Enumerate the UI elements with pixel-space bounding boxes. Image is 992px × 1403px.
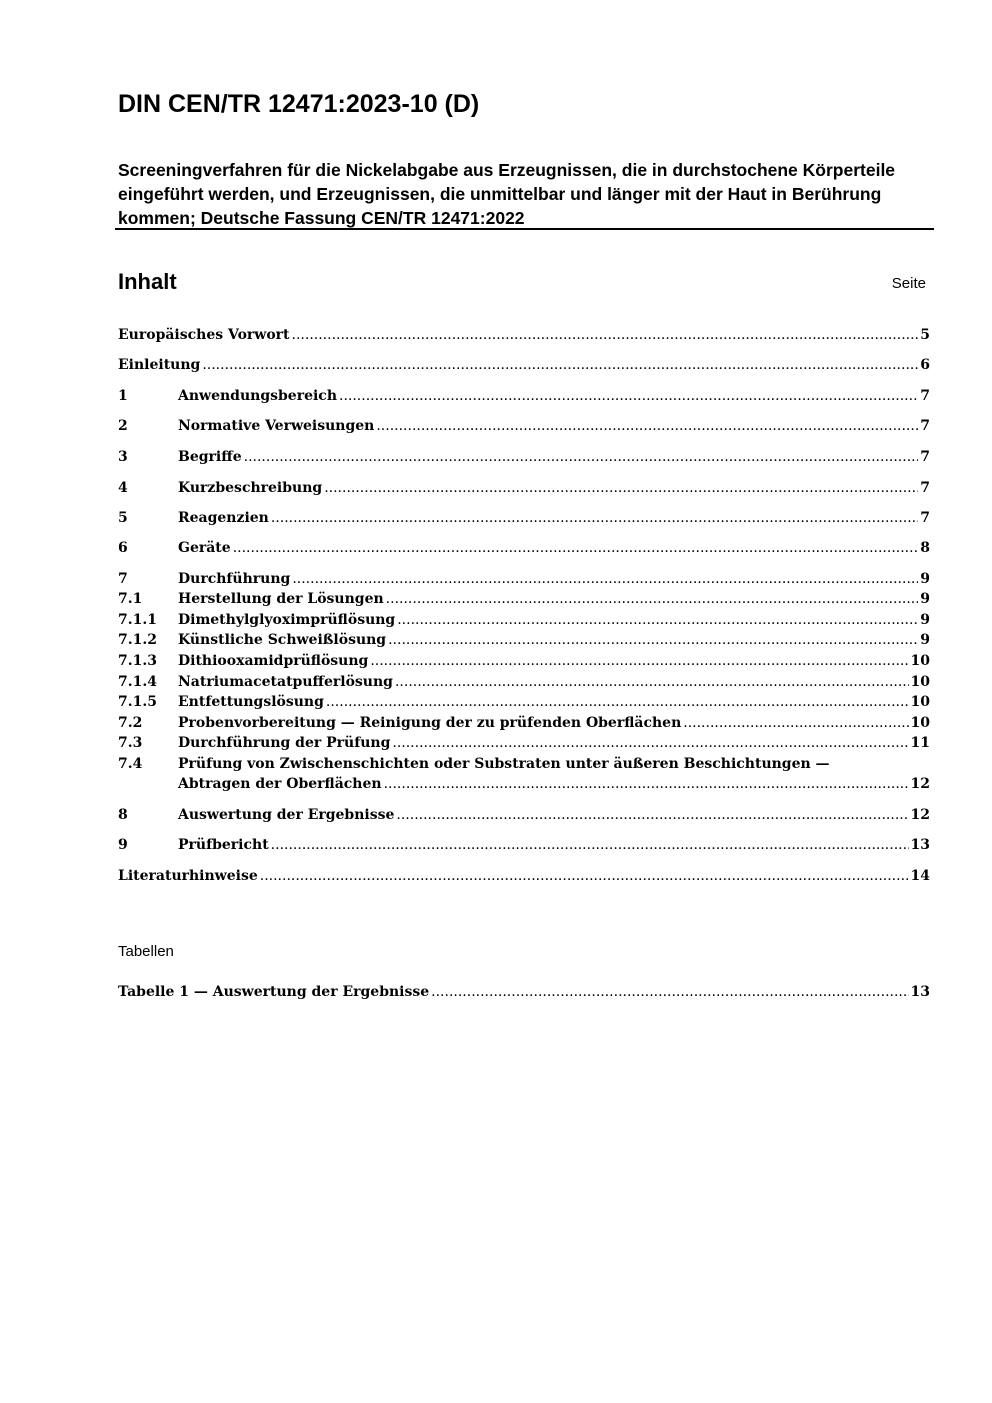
- toc-entry-introduction[interactable]: [118, 355, 930, 375]
- toc-entry-number: 7.3: [118, 735, 143, 751]
- toc-leader-dots: [233, 538, 919, 558]
- toc-leader-dots: [271, 508, 918, 528]
- toc-leader-dots: [202, 355, 918, 375]
- toc-entry-page: 9: [920, 591, 930, 607]
- toc-entry-7[interactable]: [118, 569, 930, 589]
- toc-entry-label: Normative Verweisungen: [178, 418, 375, 434]
- toc-entry-label: Reagenzien: [178, 510, 269, 526]
- toc-entry-page: 11: [910, 735, 930, 751]
- toc-entry-label: Tabelle 1 — Auswertung der Ergebnisse: [118, 984, 430, 1000]
- toc-entry-number: 7.1.5: [118, 694, 157, 710]
- toc-heading: Inhalt: [118, 269, 177, 294]
- toc-entry-page: 8: [920, 540, 930, 556]
- toc-entry-number: 7.1.4: [118, 674, 157, 690]
- toc-entry-number: 7.4: [118, 756, 143, 772]
- toc-entry-label: Herstellung der Lösungen: [178, 591, 384, 607]
- toc-entry-page: 10: [910, 653, 930, 669]
- toc-entry-label: Entfettungslösung: [178, 694, 324, 710]
- toc-leader-dots: [683, 713, 908, 733]
- toc-leader-dots: [271, 835, 909, 855]
- toc-leader-dots: [384, 774, 909, 794]
- toc-entry-7-1-5[interactable]: [118, 692, 930, 712]
- toc-entry-number: 7.1.3: [118, 653, 157, 669]
- toc-entry-label-line1: Prüfung von Zwischenschichten oder Substraten unter äußeren Beschichtungen —: [178, 756, 830, 772]
- toc-entry-7-1-2[interactable]: [118, 630, 930, 650]
- toc-entry-page: 7: [920, 418, 930, 434]
- toc-entry-label: Einleitung: [118, 357, 201, 373]
- toc-entry-number: 7: [118, 571, 128, 587]
- toc-entry-number: 4: [118, 480, 128, 496]
- toc-entry-label: Durchführung der Prüfung: [178, 735, 391, 751]
- toc-entry-3[interactable]: [118, 447, 930, 467]
- toc-entry-number: 7.1.2: [118, 632, 157, 648]
- toc-entry-7-1-1[interactable]: [118, 610, 930, 630]
- toc-entry-number: 6: [118, 540, 128, 556]
- toc-entry-page: 7: [920, 510, 930, 526]
- title-divider: [115, 228, 934, 230]
- toc-entry-4[interactable]: [118, 478, 930, 498]
- toc-entry-table-1[interactable]: [118, 982, 930, 1002]
- toc-entry-number: 2: [118, 418, 128, 434]
- toc-entry-5[interactable]: [118, 508, 930, 528]
- toc-entry-number: 7.2: [118, 715, 143, 731]
- toc-entry-page: 10: [910, 694, 930, 710]
- toc-entry-label: Natriumacetatpufferlösung: [178, 674, 393, 690]
- toc-leader-dots: [292, 569, 918, 589]
- toc-entry-7-2[interactable]: [118, 713, 930, 733]
- toc-entry-page: 9: [920, 612, 930, 628]
- toc-entry-7-3[interactable]: [118, 733, 930, 753]
- toc-entry-page: 12: [910, 776, 930, 792]
- toc-leader-dots: [370, 651, 908, 671]
- toc-entry-number: 9: [118, 837, 128, 853]
- toc-leader-dots: [396, 805, 908, 825]
- toc-entry-label-line2: Abtragen der Oberflächen: [178, 776, 382, 792]
- toc-entry-label: Literaturhinweise: [118, 868, 258, 884]
- toc-leader-dots: [244, 447, 919, 467]
- toc-entry-european-foreword[interactable]: [118, 325, 930, 345]
- toc-entry-label: Künstliche Schweißlösung: [178, 632, 387, 648]
- document-title: DIN CEN/TR 12471:2023-10 (D): [118, 90, 480, 118]
- toc-entry-page: 9: [920, 571, 930, 587]
- toc-entry-number: 5: [118, 510, 128, 526]
- toc-entry-label: Auswertung der Ergebnisse: [178, 807, 395, 823]
- toc-entry-label: Durchführung: [178, 571, 291, 587]
- toc-entry-page: 7: [920, 388, 930, 404]
- toc-entry-page: 14: [910, 868, 930, 884]
- toc-leader-dots: [395, 672, 909, 692]
- toc-entry-9[interactable]: [118, 835, 930, 855]
- toc-entry-7-4[interactable]: [118, 754, 930, 794]
- toc-entry-page: 13: [910, 837, 930, 853]
- toc-entry-page: 10: [910, 715, 930, 731]
- toc-entry-label: Kurzbeschreibung: [178, 480, 323, 496]
- toc-leader-dots: [397, 610, 918, 630]
- toc-entry-label: Begriffe: [178, 449, 242, 465]
- toc-leader-dots: [386, 589, 919, 609]
- toc-entry-page: 10: [910, 674, 930, 690]
- tables-heading: Tabellen: [118, 943, 174, 960]
- toc-entry-page: 7: [920, 449, 930, 465]
- toc-entry-number: 3: [118, 449, 128, 465]
- toc-entry-label: Dithiooxamidprüflösung: [178, 653, 369, 669]
- toc-entry-page: 5: [920, 327, 930, 343]
- toc-entry-page: 6: [920, 357, 930, 373]
- toc-entry-number: 1: [118, 388, 128, 404]
- toc-entry-number: 7.1.1: [118, 612, 157, 628]
- toc-entry-6[interactable]: [118, 538, 930, 558]
- toc-entry-label: Geräte: [178, 540, 231, 556]
- toc-entry-page: 9: [920, 632, 930, 648]
- toc-entry-1[interactable]: [118, 386, 930, 406]
- toc-leader-dots: [326, 692, 909, 712]
- toc-entry-7-1[interactable]: [118, 589, 930, 609]
- toc-entry-label: Probenvorbereitung — Reinigung der zu prüfenden Oberflächen: [178, 715, 682, 731]
- toc-entry-8[interactable]: [118, 805, 930, 825]
- toc-leader-dots: [392, 733, 908, 753]
- toc-entry-label: Europäisches Vorwort: [118, 327, 290, 343]
- toc-leader-dots: [260, 866, 909, 886]
- document-subtitle: Screeningverfahren für die Nickelabgabe aus Erzeugnissen, die in durchstochene Körperteile eingeführt werden, und Erzeugnissen, die unmittelbar und länger mit der Haut in Berührung kommen; Deutsche Fassung CEN/TR 12471:2022: [118, 160, 896, 228]
- toc-entry-number: 7.1: [118, 591, 143, 607]
- toc-entry-number: 8: [118, 807, 128, 823]
- toc-entry-bibliography[interactable]: [118, 866, 930, 886]
- toc-leader-dots: [292, 325, 919, 345]
- toc-entry-page: 7: [920, 480, 930, 496]
- toc-entry-page: 13: [910, 984, 930, 1000]
- toc-page-column-label: Seite: [891, 275, 926, 292]
- toc-entry-label: Dimethylglyoximprüflösung: [178, 612, 396, 628]
- toc-entry-label: Anwendungsbereich: [178, 388, 337, 404]
- toc-entry-page: 12: [910, 807, 930, 823]
- toc-entry-7-1-3[interactable]: [118, 651, 930, 671]
- toc-leader-dots: [324, 478, 918, 498]
- toc-leader-dots: [376, 416, 918, 436]
- toc-entry-2[interactable]: [118, 416, 930, 436]
- toc-leader-dots: [388, 630, 918, 650]
- toc-leader-dots: [431, 982, 908, 1002]
- toc-entry-7-1-4[interactable]: [118, 672, 930, 692]
- toc-entry-label: Prüfbericht: [178, 837, 269, 853]
- toc-leader-dots: [339, 386, 918, 406]
